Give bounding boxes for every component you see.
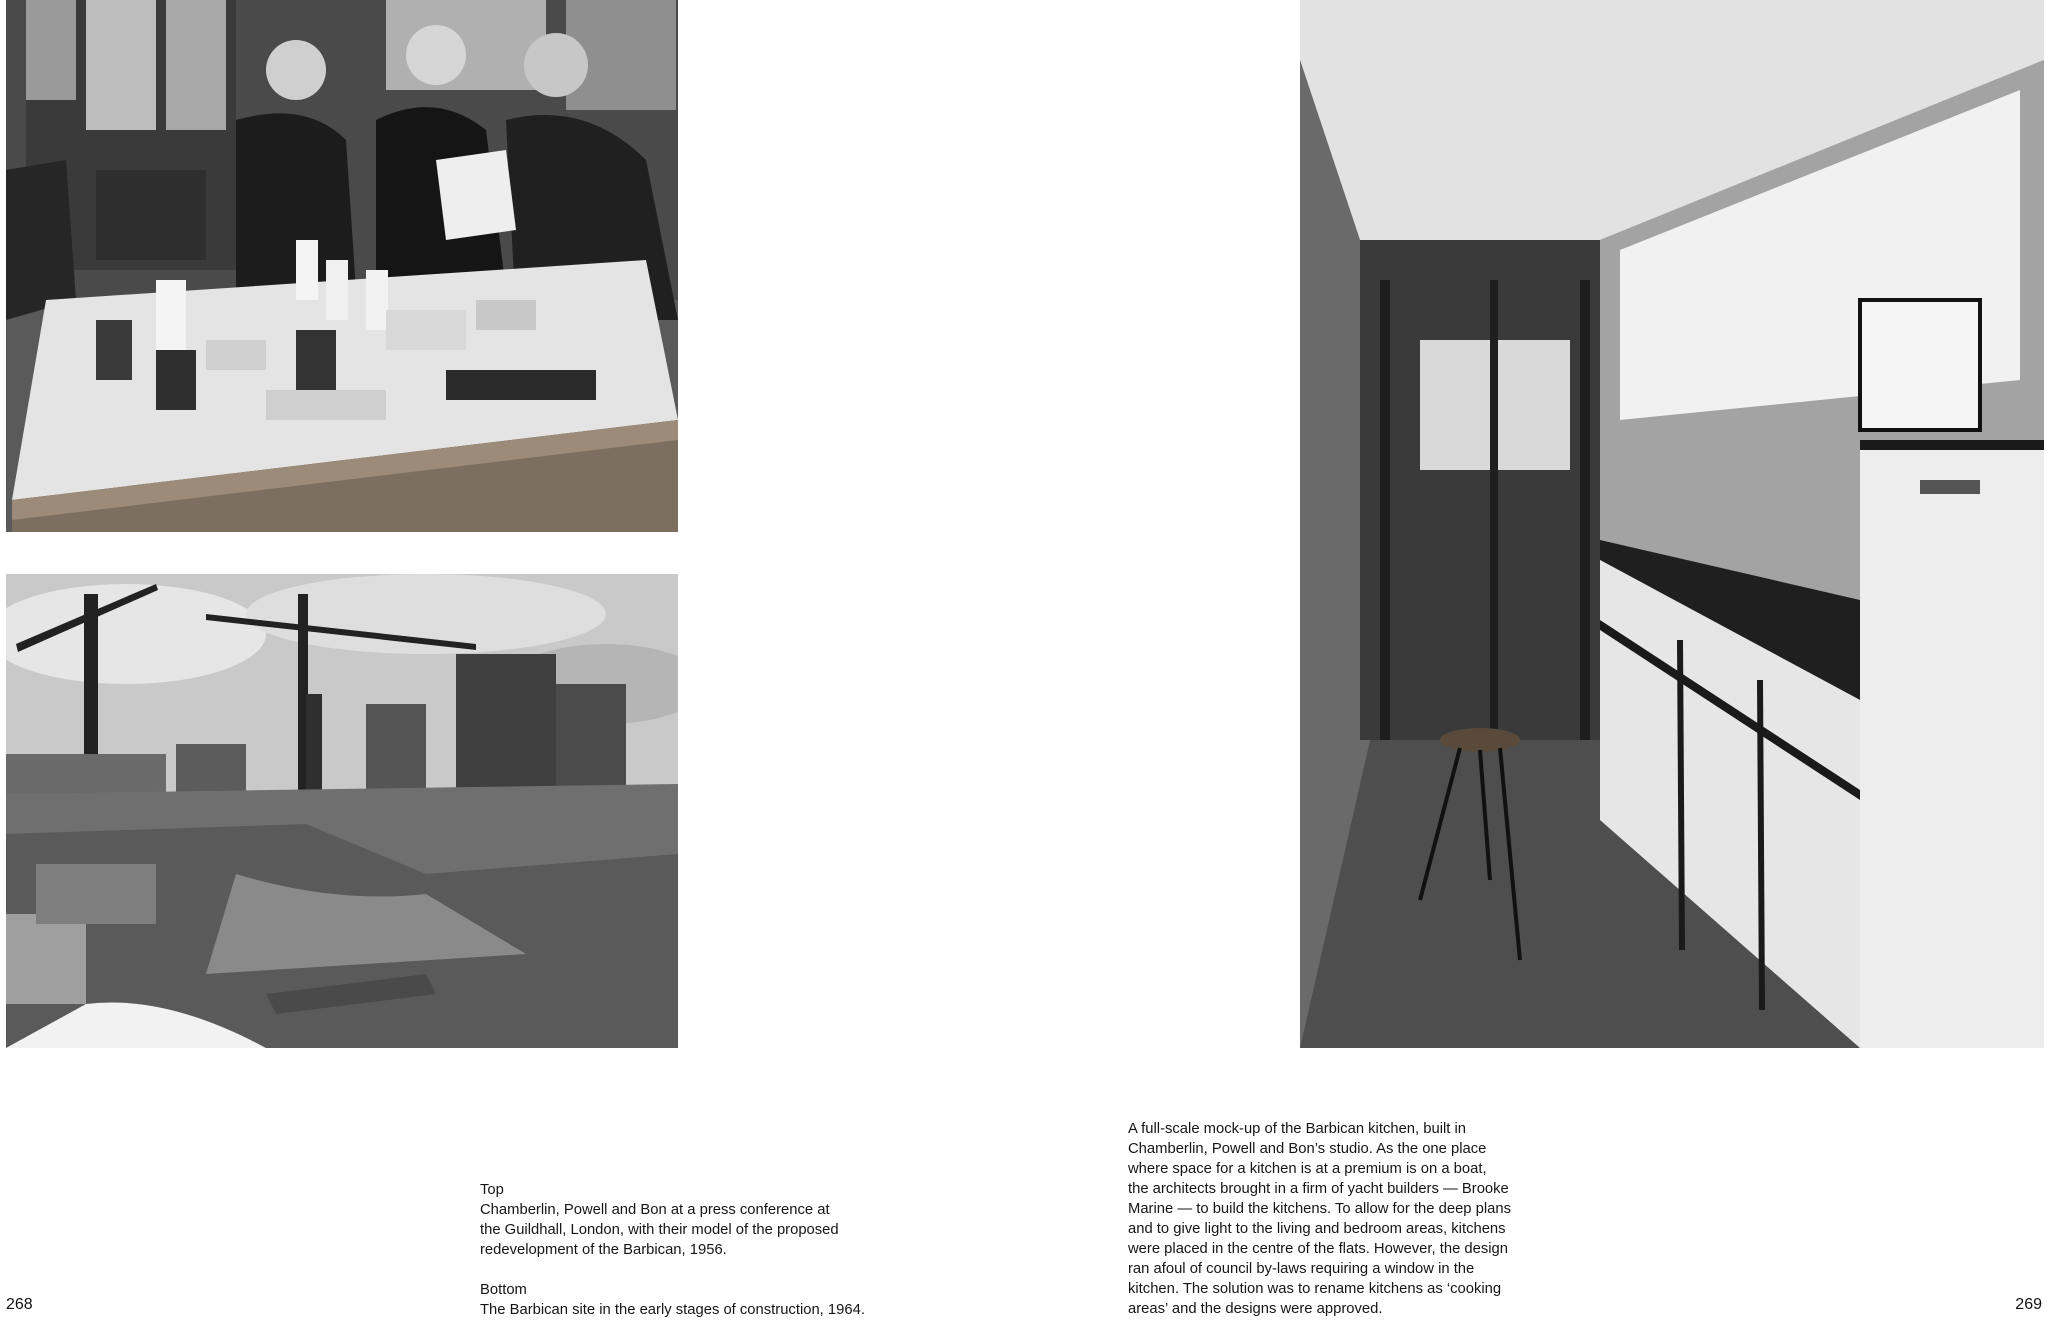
caption-line: kitchen. The solution was to rename kitchens as ‘cooking xyxy=(1128,1281,1502,1297)
page-number-right: 269 xyxy=(2015,1296,2042,1313)
caption-line: A full-scale mock-up of the Barbican kitchen, built in xyxy=(1128,1121,1467,1137)
caption-top-label: Top xyxy=(480,1182,504,1198)
caption-bottom-label: Bottom xyxy=(480,1282,527,1298)
right-page xyxy=(1024,0,2048,1316)
right-caption xyxy=(1128,1119,1528,1319)
caption-line: areas’ and the designs were approved. xyxy=(1128,1301,1383,1317)
caption-line: Chamberlin, Powell and Bon’s studio. As the one place xyxy=(1128,1141,1487,1157)
page-number-left: 268 xyxy=(6,1296,33,1313)
caption-bottom-text: The Barbican site in the early stages of construction, 1964. xyxy=(480,1302,865,1318)
left-page xyxy=(0,0,1024,1316)
caption-line: the architects brought in a firm of yacht builders — Brooke xyxy=(1128,1181,1509,1197)
press-conference-photo xyxy=(6,0,678,532)
caption-top-line-3: redevelopment of the Barbican, 1956. xyxy=(480,1242,727,1258)
caption-line: ran afoul of council by-laws requiring a window in the xyxy=(1128,1261,1475,1277)
construction-site-photo xyxy=(6,574,678,1048)
caption-line: were placed in the centre of the flats. However, the design xyxy=(1128,1241,1509,1257)
caption-line: where space for a kitchen is at a premium is on a boat, xyxy=(1128,1161,1487,1177)
caption-line: and to give light to the living and bedroom areas, kitchens xyxy=(1128,1221,1506,1237)
caption-line: Marine — to build the kitchens. To allow for the deep plans xyxy=(1128,1201,1512,1217)
caption-spacer xyxy=(480,1260,880,1280)
kitchen-mockup-photo xyxy=(1300,0,2044,1048)
caption-top-line-2: the Guildhall, London, with their model of the proposed xyxy=(480,1222,839,1238)
left-caption xyxy=(480,1180,880,1320)
caption-top-line-1: Chamberlin, Powell and Bon at a press conference at xyxy=(480,1202,830,1218)
